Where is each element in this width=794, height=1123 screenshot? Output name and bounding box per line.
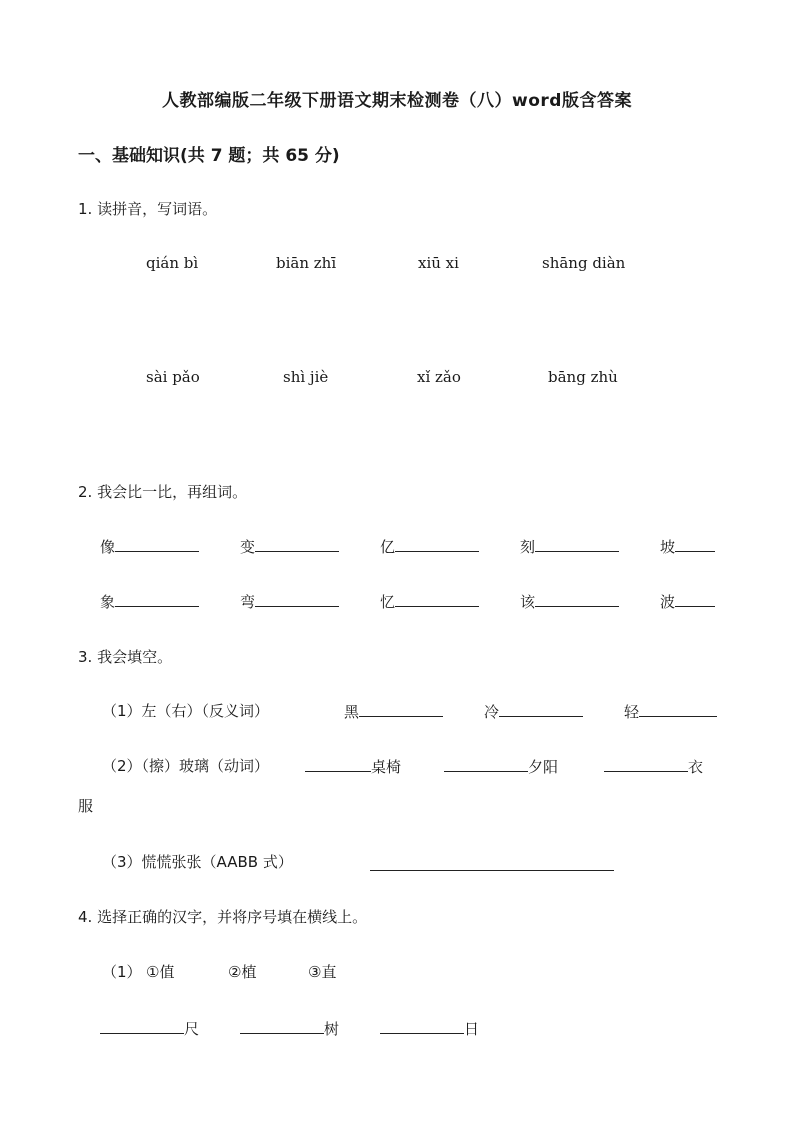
char: 冷	[484, 703, 500, 721]
answer-blank[interactable]	[115, 590, 199, 607]
char: 该	[520, 593, 536, 611]
compare-item	[240, 590, 339, 612]
compare-item	[660, 590, 715, 612]
answer-blank[interactable]	[380, 1017, 464, 1034]
pinyin-item: biān zhī	[276, 254, 337, 272]
pinyin-item: xiū xi	[418, 254, 459, 272]
answer-blank[interactable]	[535, 590, 619, 607]
word: 桌椅	[371, 758, 402, 776]
char: 变	[240, 538, 256, 556]
char: 忆	[380, 593, 396, 611]
answer-blank[interactable]	[444, 755, 528, 772]
fill-item	[240, 1017, 339, 1039]
fill-item	[344, 700, 443, 722]
answer-blank[interactable]	[395, 535, 479, 552]
char: 轻	[624, 703, 640, 721]
fill-prefix: （1）左（右）（反义词）	[102, 702, 270, 720]
char: 亿	[380, 538, 396, 556]
answer-blank[interactable]	[370, 853, 614, 871]
pinyin-item: xǐ zǎo	[417, 368, 461, 386]
question-1-label: 1. 读拼音，写词语。	[78, 200, 218, 218]
answer-blank[interactable]	[499, 700, 583, 717]
answer-blank[interactable]	[359, 700, 443, 717]
word: 树	[324, 1020, 340, 1038]
answer-blank[interactable]	[255, 590, 339, 607]
pinyin-item: sài pǎo	[146, 368, 200, 386]
question-4-label: 4. 选择正确的汉字，并将序号填在横线上。	[78, 908, 368, 926]
section-heading: 一、基础知识(共 7 题；共 65 分)	[78, 146, 340, 166]
fill-prefix: （2）（擦）玻璃（动词）	[102, 757, 270, 775]
question-2-label: 2. 我会比一比，再组词。	[78, 483, 248, 501]
char: 黑	[344, 703, 360, 721]
compare-item	[660, 535, 715, 557]
answer-blank[interactable]	[305, 755, 371, 772]
compare-item	[100, 535, 199, 557]
question-3-label: 3. 我会填空。	[78, 648, 173, 666]
answer-blank[interactable]	[115, 535, 199, 552]
answer-blank[interactable]	[675, 590, 715, 607]
answer-blank[interactable]	[100, 1017, 184, 1034]
pinyin-item: qián bì	[146, 254, 199, 272]
compare-item	[380, 590, 479, 612]
answer-blank[interactable]	[255, 535, 339, 552]
answer-blank[interactable]	[535, 535, 619, 552]
answer-blank[interactable]	[395, 590, 479, 607]
fill-item	[484, 700, 583, 722]
word: 衣	[688, 758, 704, 776]
compare-item	[520, 535, 619, 557]
char: 象	[100, 593, 116, 611]
option-item: ①值	[146, 963, 175, 981]
pinyin-item: bāng zhù	[548, 368, 618, 386]
pinyin-item: shāng diàn	[542, 254, 626, 272]
word: 日	[464, 1020, 480, 1038]
char: 坡	[660, 538, 676, 556]
answer-blank[interactable]	[639, 700, 717, 717]
fill-item	[100, 1017, 199, 1039]
fill-item	[305, 755, 401, 777]
answer-blank[interactable]	[604, 755, 688, 772]
compare-item	[240, 535, 339, 557]
fill-continuation: 服	[78, 797, 94, 815]
fill-item	[380, 1017, 479, 1039]
fill-item	[444, 755, 558, 777]
answer-blank[interactable]	[240, 1017, 324, 1034]
option-item: ③直	[308, 963, 337, 981]
fill-item	[624, 700, 717, 722]
char: 波	[660, 593, 676, 611]
answer-blank[interactable]	[675, 535, 715, 552]
compare-item	[100, 590, 199, 612]
page-title: 人教部编版二年级下册语文期末检测卷（八）word版含答案	[162, 91, 632, 111]
option-prefix: （1）	[102, 963, 142, 981]
char: 像	[100, 538, 116, 556]
word: 夕阳	[528, 758, 559, 776]
word: 尺	[184, 1020, 200, 1038]
char: 刻	[520, 538, 536, 556]
char: 弯	[240, 593, 256, 611]
compare-item	[520, 590, 619, 612]
fill-item	[604, 755, 703, 777]
option-item: ②植	[228, 963, 257, 981]
compare-item	[380, 535, 479, 557]
fill-prefix: （3）慌慌张张（AABB 式）	[102, 853, 293, 871]
pinyin-item: shì jiè	[283, 368, 329, 386]
